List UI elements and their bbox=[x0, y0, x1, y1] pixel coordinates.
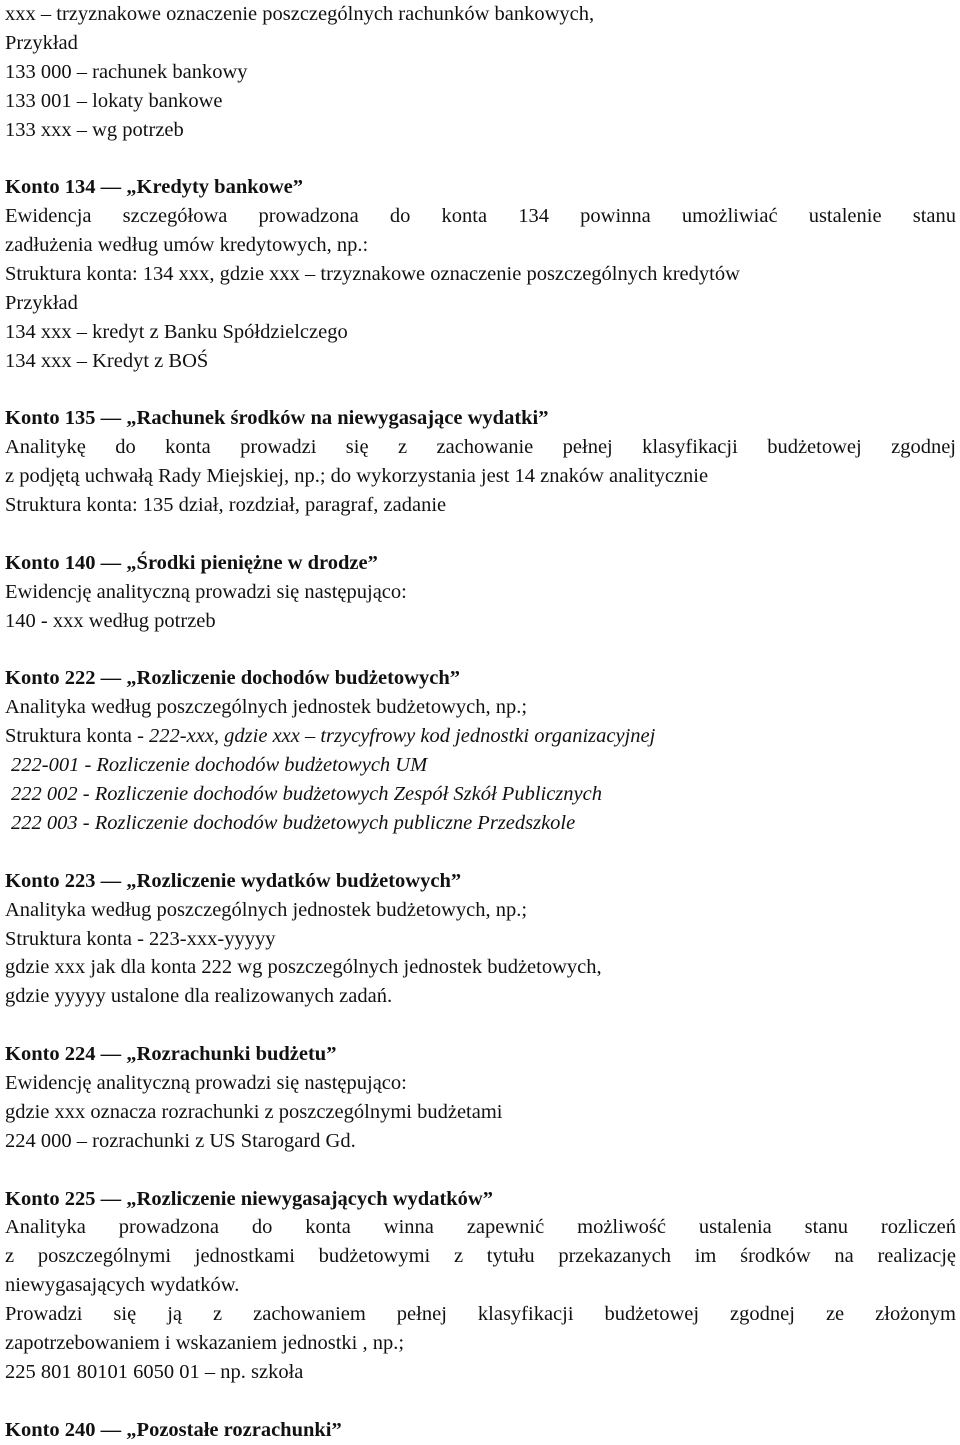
intro-line-5: 133 xxx – wg potrzeb bbox=[5, 118, 184, 141]
section-gap bbox=[5, 520, 956, 549]
section-gap bbox=[5, 1387, 956, 1416]
section-gap bbox=[5, 1011, 956, 1040]
konto-223-heading: Konto 223 — „Rozliczenie wydatków budżetowych” bbox=[5, 869, 462, 892]
konto-222-item-3: 222 003 - Rozliczenie dochodów budżetowych publiczne Przedszkole bbox=[11, 811, 576, 834]
konto-224-heading: Konto 224 — „Rozrachunki budżetu” bbox=[5, 1043, 337, 1066]
konto-225-line-1: Analityka prowadzona do konta winna zapewnić możliwość ustalenia stanu rozliczeń bbox=[5, 1216, 956, 1239]
konto-223-line-2: Struktura konta - 223-xxx-yyyyy bbox=[5, 927, 276, 950]
konto-134-heading: Konto 134 — „Kredyty bankowe” bbox=[5, 176, 304, 199]
intro-line-1: xxx – trzyznakowe oznaczenie poszczególnych rachunków bankowych, bbox=[5, 3, 595, 25]
konto-225-line-5: zapotrzebowaniem i wskazaniem jednostki , np.; bbox=[5, 1331, 405, 1354]
konto-135-line-1: Analitykę do konta prowadzi się z zachowanie pełnej klasyfikacji budżetowej zgodnej bbox=[5, 436, 956, 459]
konto-222-structure-label: Struktura konta - bbox=[5, 725, 150, 748]
konto-222-line-2 bbox=[5, 722, 956, 751]
konto-225-line-4: Prowadzi się ją z zachowaniem pełnej klasyfikacji budżetowej zgodnej ze złożonym bbox=[5, 1303, 956, 1326]
konto-223-line-3: gdzie xxx jak dla konta 222 wg poszczególnych jednostek budżetowych, bbox=[5, 956, 602, 979]
konto-140-line-1: Ewidencję analityczną prowadzi się następująco: bbox=[5, 580, 407, 603]
konto-135-line-2: z podjętą uchwałą Rady Miejskiej, np.; do wykorzystania jest 14 znaków analitycznie bbox=[5, 465, 709, 488]
konto-222-item-1: 222-001 - Rozliczenie dochodów budżetowych UM bbox=[11, 754, 428, 777]
konto-134-line-3: Struktura konta: 134 xxx, gdzie xxx – trzyznakowe oznaczenie poszczególnych kredytów bbox=[5, 263, 740, 286]
konto-134-line-5: 134 xxx – kredyt z Banku Spółdzielczego bbox=[5, 320, 348, 343]
konto-225-line-2: z poszczególnymi jednostkami budżetowymi z tytułu przekazanych im środków na realizację bbox=[5, 1245, 956, 1268]
section-gap bbox=[5, 144, 956, 173]
konto-135-line-3: Struktura konta: 135 dział, rozdział, paragraf, zadanie bbox=[5, 494, 447, 517]
konto-134-line-6: 134 xxx – Kredyt z BOŚ bbox=[5, 349, 209, 372]
konto-222-structure-desc: 222-xxx, gdzie xxx – trzycyfrowy kod jednostki organizacyjnej bbox=[149, 725, 656, 748]
konto-134-line-4: Przykład bbox=[5, 291, 78, 314]
konto-240-heading: Konto 240 — „Pozostałe rozrachunki” bbox=[5, 1418, 342, 1441]
konto-140-line-2: 140 - xxx według potrzeb bbox=[5, 609, 216, 632]
section-gap bbox=[5, 636, 956, 665]
konto-223-line-1: Analityka według poszczególnych jednostek budżetowych, np.; bbox=[5, 898, 528, 921]
konto-140-heading: Konto 140 — „Środki pieniężne w drodze” bbox=[5, 551, 378, 574]
intro-line-2: Przykład bbox=[5, 31, 78, 54]
konto-222-line-1: Analityka według poszczególnych jednostek budżetowych, np.; bbox=[5, 696, 528, 719]
section-gap bbox=[5, 376, 956, 405]
konto-225-line-3: niewygasających wydatków. bbox=[5, 1274, 240, 1297]
konto-135-heading: Konto 135 — „Rachunek środków na niewygasające wydatki” bbox=[5, 407, 549, 430]
konto-222-heading: Konto 222 — „Rozliczenie dochodów budżetowych” bbox=[5, 667, 460, 690]
konto-224-line-1: Ewidencję analityczną prowadzi się następująco: bbox=[5, 1071, 407, 1094]
konto-222-item-2: 222 002 - Rozliczenie dochodów budżetowych Zespół Szkół Publicznych bbox=[11, 783, 602, 806]
intro-line-4: 133 001 – lokaty bankowe bbox=[5, 89, 223, 112]
intro-line-3: 133 000 – rachunek bankowy bbox=[5, 60, 248, 83]
section-gap bbox=[5, 1156, 956, 1185]
section-gap bbox=[5, 838, 956, 867]
konto-134-line-1: Ewidencja szczegółowa prowadzona do konta 134 powinna umożliwiać ustalenie stanu bbox=[5, 205, 956, 228]
konto-224-line-2: gdzie xxx oznacza rozrachunki z poszczególnymi budżetami bbox=[5, 1100, 503, 1123]
konto-134-line-2: zadłużenia według umów kredytowych, np.: bbox=[5, 234, 369, 257]
konto-225-line-6: 225 801 80101 6050 01 – np. szkoła bbox=[5, 1360, 304, 1383]
konto-224-line-3: 224 000 – rozrachunki z US Starogard Gd. bbox=[5, 1129, 356, 1152]
konto-225-heading: Konto 225 — „Rozliczenie niewygasających wydatków” bbox=[5, 1187, 493, 1210]
konto-223-line-4: gdzie yyyyy ustalone dla realizowanych zadań. bbox=[5, 985, 393, 1008]
